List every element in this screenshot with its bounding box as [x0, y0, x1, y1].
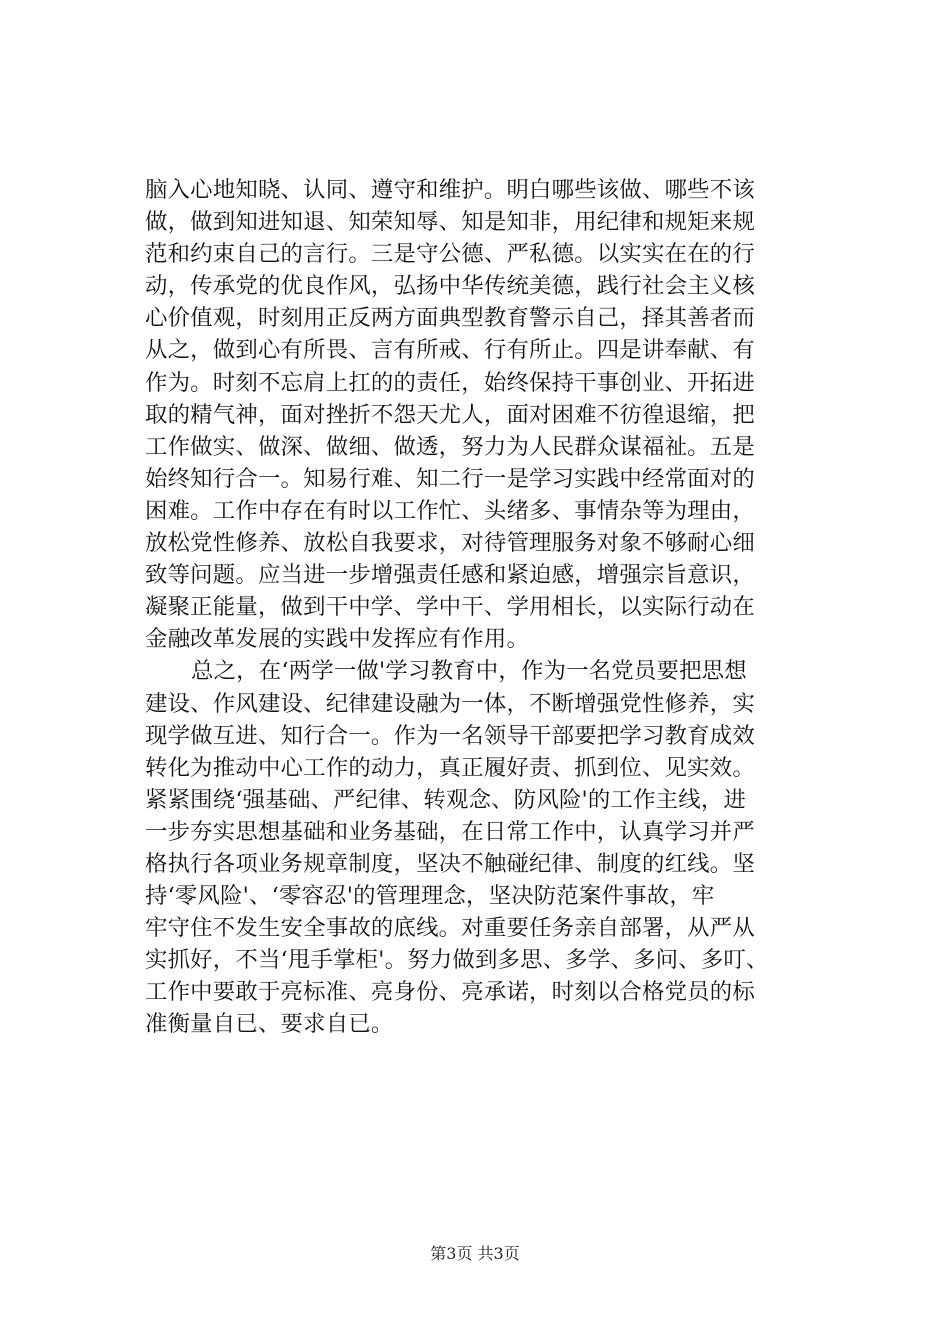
text-line: 做，做到知进知退、知荣知辱、知是知非，用纪律和规矩来规 — [145, 209, 755, 236]
text-line: 一步夯实思想基础和业务基础，在日常工作中，认真学习并严 — [145, 818, 755, 845]
text-line: 准衡量自已、要求自已。 — [145, 1011, 394, 1038]
text-line: 实抓好，不当‘甩手掌柜'。努力做到多思、多学、多问、多叮、 — [145, 947, 769, 974]
text-line: 格执行各项业务规章制度，坚决不触碰纪律、制度的红线。坚 — [145, 850, 755, 877]
text-line: 持‘零风险'、‘零容忍'的管理理念，坚决防范案件事故，牢 — [145, 883, 715, 910]
text-line: 凝聚正能量，做到干中学、学中干、学用相长，以实际行动在 — [145, 594, 755, 621]
text-line: 致等问题。应当进一步增强责任感和紧迫感，增强宗旨意识， — [145, 562, 755, 589]
text-line: 工作做实、做深、做细、做透，努力为人民群众谋福祉。五是 — [145, 433, 755, 460]
text-line: 工作中要敢于亮标准、亮身份、亮承诺，时刻以合格党员的标 — [145, 979, 755, 1006]
text-line: 脑入心地知晓、认同、遵守和维护。明白哪些该做、哪些不该 — [145, 177, 755, 203]
document-body — [145, 174, 835, 1041]
text-line: 始终知行合一。知易行难、知二行一是学习实践中经常面对的 — [145, 465, 755, 492]
text-line: 动，传承党的优良作风，弘扬中华传统美德，践行社会主义核 — [145, 273, 755, 300]
text-line: 心价值观，时刻用正反两方面典型教育警示自己，择其善者而 — [145, 305, 755, 332]
text-line: 建设、作风建设、纪律建设融为一体，不断增强党性修养，实 — [145, 690, 755, 717]
text-line: 转化为推动中心工作的动力，真正履好责、抓到位、见实效。 — [145, 754, 755, 781]
text-line: 紧紧围绕‘强基础、严纪律、转观念、防风险'的工作主线，进 — [145, 786, 747, 813]
text-line: 现学做互进、知行合一。作为一名领导干部要把学习教育成效 — [145, 722, 755, 749]
text-line: 取的精气神，面对挫折不怨天尤人，面对困难不彷徨退缩，把 — [145, 401, 755, 428]
paragraph-first-line: 总之，在‘两学一做'学习教育中，作为一名党员要把思想 — [191, 658, 747, 685]
text-line: 范和约束自己的言行。三是守公德、严私德。以实实在在的行 — [145, 241, 755, 268]
page-number-footer: 第3页 共3页 — [430, 1244, 520, 1263]
text-line: 从之，做到心有所畏、言有所戒、行有所止。四是讲奉献、有 — [145, 337, 755, 364]
text-line: 困难。工作中存在有时以工作忙、头绪多、事情杂等为理由， — [145, 497, 755, 524]
text-line: 牢守住不发生安全事故的底线。对重要任务亲自部署，从严从 — [145, 915, 755, 942]
text-line: 放松党性修养、放松自我要求，对待管理服务对象不够耐心细 — [145, 530, 755, 557]
text-line: 作为。时刻不忘肩上扛的的责任，始终保持干事创业、开拓进 — [145, 369, 755, 396]
text-line: 金融改革发展的实践中发挥应有作用。 — [145, 626, 530, 653]
